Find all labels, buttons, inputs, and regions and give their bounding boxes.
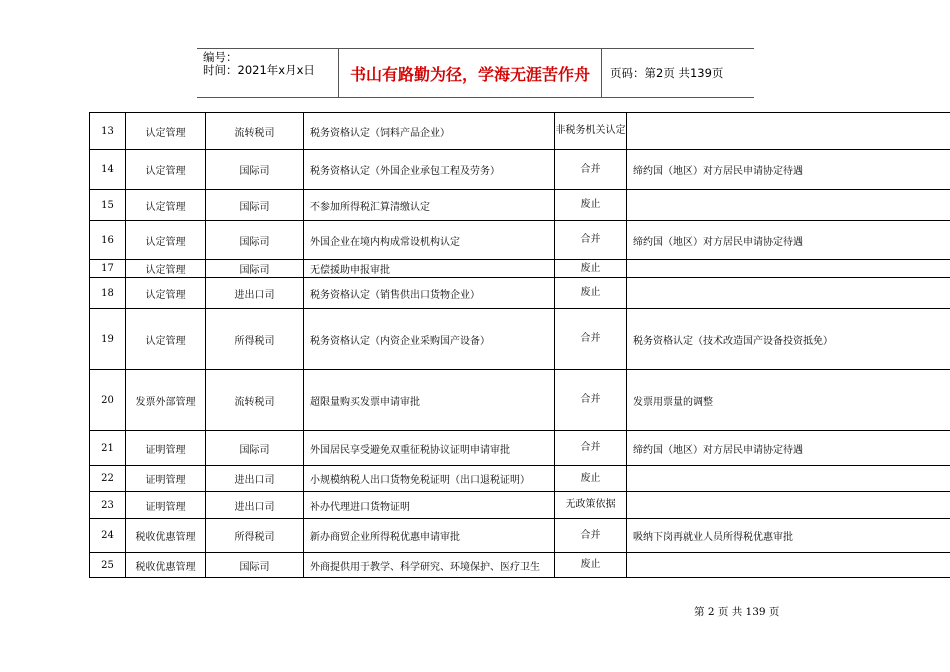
row-item: 税务资格认定（外国企业承包工程及劳务） (304, 150, 555, 190)
row-department: 流转税司 (206, 370, 304, 431)
row-number: 25 (90, 553, 126, 578)
row-note (627, 260, 950, 278)
row-note (627, 278, 950, 309)
row-note (627, 190, 950, 221)
row-status: 合并 (555, 309, 627, 370)
row-number: 14 (90, 150, 126, 190)
row-category: 证明管理 (126, 466, 206, 492)
table-row (90, 466, 950, 492)
row-item: 补办代理进口货物证明 (304, 492, 555, 519)
row-status: 废止 (555, 260, 627, 278)
row-note: 发票用票量的调整 (627, 370, 950, 431)
table-row (90, 278, 950, 309)
row-item: 不参加所得税汇算清缴认定 (304, 190, 555, 221)
row-department: 国际司 (206, 260, 304, 278)
row-note (627, 492, 950, 519)
row-item: 小规模纳税人出口货物免税证明（出口退税证明） (304, 466, 555, 492)
table-body (90, 113, 950, 578)
table-row (90, 553, 950, 578)
table-row (90, 190, 950, 221)
row-note (627, 466, 950, 492)
page-label: 页码：第2页 共139页 (610, 66, 724, 80)
row-status: 废止 (555, 190, 627, 221)
row-item: 外国企业在境内构成常设机构认定 (304, 221, 555, 260)
row-status: 合并 (555, 519, 627, 553)
table-row (90, 370, 950, 431)
page-footer: 第 2 页 共 139 页 (694, 606, 780, 618)
row-note (627, 553, 950, 578)
row-number: 15 (90, 190, 126, 221)
row-item: 超限量购买发票申请审批 (304, 370, 555, 431)
row-department: 国际司 (206, 150, 304, 190)
table-row (90, 260, 950, 278)
row-category: 认定管理 (126, 190, 206, 221)
row-note: 税务资格认定（技术改造国产设备投资抵免） (627, 309, 950, 370)
row-note (627, 113, 950, 150)
row-item: 外商提供用于教学、科学研究、环境保护、医疗卫生 (304, 553, 555, 578)
row-status: 无政策依据 (555, 492, 627, 519)
row-department: 进出口司 (206, 492, 304, 519)
row-note: 吸纳下岗再就业人员所得税优惠审批 (627, 519, 950, 553)
items-table (89, 112, 950, 578)
row-category: 税收优惠管理 (126, 553, 206, 578)
time-label: 时间：2021年x月x日 (203, 63, 315, 77)
row-number: 17 (90, 260, 126, 278)
row-number: 19 (90, 309, 126, 370)
row-department: 进出口司 (206, 466, 304, 492)
motto: 书山有路勤为径，学海无涯苦作舟 (339, 49, 602, 97)
table-row (90, 113, 950, 150)
row-item: 税务资格认定（内资企业采购国产设备） (304, 309, 555, 370)
row-item: 税务资格认定（饲料产品企业） (304, 113, 555, 150)
row-category: 发票外部管理 (126, 370, 206, 431)
row-number: 21 (90, 431, 126, 466)
row-number: 20 (90, 370, 126, 431)
row-status: 合并 (555, 150, 627, 190)
row-status: 废止 (555, 553, 627, 578)
row-category: 税收优惠管理 (126, 519, 206, 553)
row-status: 合并 (555, 221, 627, 260)
row-status: 合并 (555, 370, 627, 431)
row-status: 废止 (555, 278, 627, 309)
row-category: 认定管理 (126, 113, 206, 150)
code-label: 编号： (203, 50, 238, 64)
row-category: 证明管理 (126, 492, 206, 519)
row-category: 认定管理 (126, 309, 206, 370)
row-category: 证明管理 (126, 431, 206, 466)
row-department: 所得税司 (206, 309, 304, 370)
row-category: 认定管理 (126, 150, 206, 190)
row-number: 24 (90, 519, 126, 553)
row-status: 合并 (555, 431, 627, 466)
row-status: 废止 (555, 466, 627, 492)
row-number: 22 (90, 466, 126, 492)
header-meta (197, 49, 339, 97)
row-note: 缔约国（地区）对方居民申请协定待遇 (627, 431, 950, 466)
row-department: 国际司 (206, 431, 304, 466)
row-note: 缔约国（地区）对方居民申请协定待遇 (627, 150, 950, 190)
table-row (90, 431, 950, 466)
row-category: 认定管理 (126, 221, 206, 260)
table-row (90, 221, 950, 260)
row-department: 流转税司 (206, 113, 304, 150)
row-number: 13 (90, 113, 126, 150)
table-row (90, 492, 950, 519)
row-item: 无偿援助申报审批 (304, 260, 555, 278)
row-number: 16 (90, 221, 126, 260)
row-number: 23 (90, 492, 126, 519)
row-department: 国际司 (206, 221, 304, 260)
row-department: 所得税司 (206, 519, 304, 553)
row-department: 进出口司 (206, 278, 304, 309)
table-row (90, 309, 950, 370)
row-note: 缔约国（地区）对方居民申请协定待遇 (627, 221, 950, 260)
row-number: 18 (90, 278, 126, 309)
table-row (90, 150, 950, 190)
row-department: 国际司 (206, 553, 304, 578)
page-header (197, 48, 754, 98)
row-department: 国际司 (206, 190, 304, 221)
row-status: 非税务机关认定 (555, 113, 627, 150)
row-category: 认定管理 (126, 260, 206, 278)
row-category: 认定管理 (126, 278, 206, 309)
row-item: 税务资格认定（销售供出口货物企业） (304, 278, 555, 309)
row-item: 外国居民享受避免双重征税协议证明申请审批 (304, 431, 555, 466)
table-row (90, 519, 950, 553)
row-item: 新办商贸企业所得税优惠申请审批 (304, 519, 555, 553)
